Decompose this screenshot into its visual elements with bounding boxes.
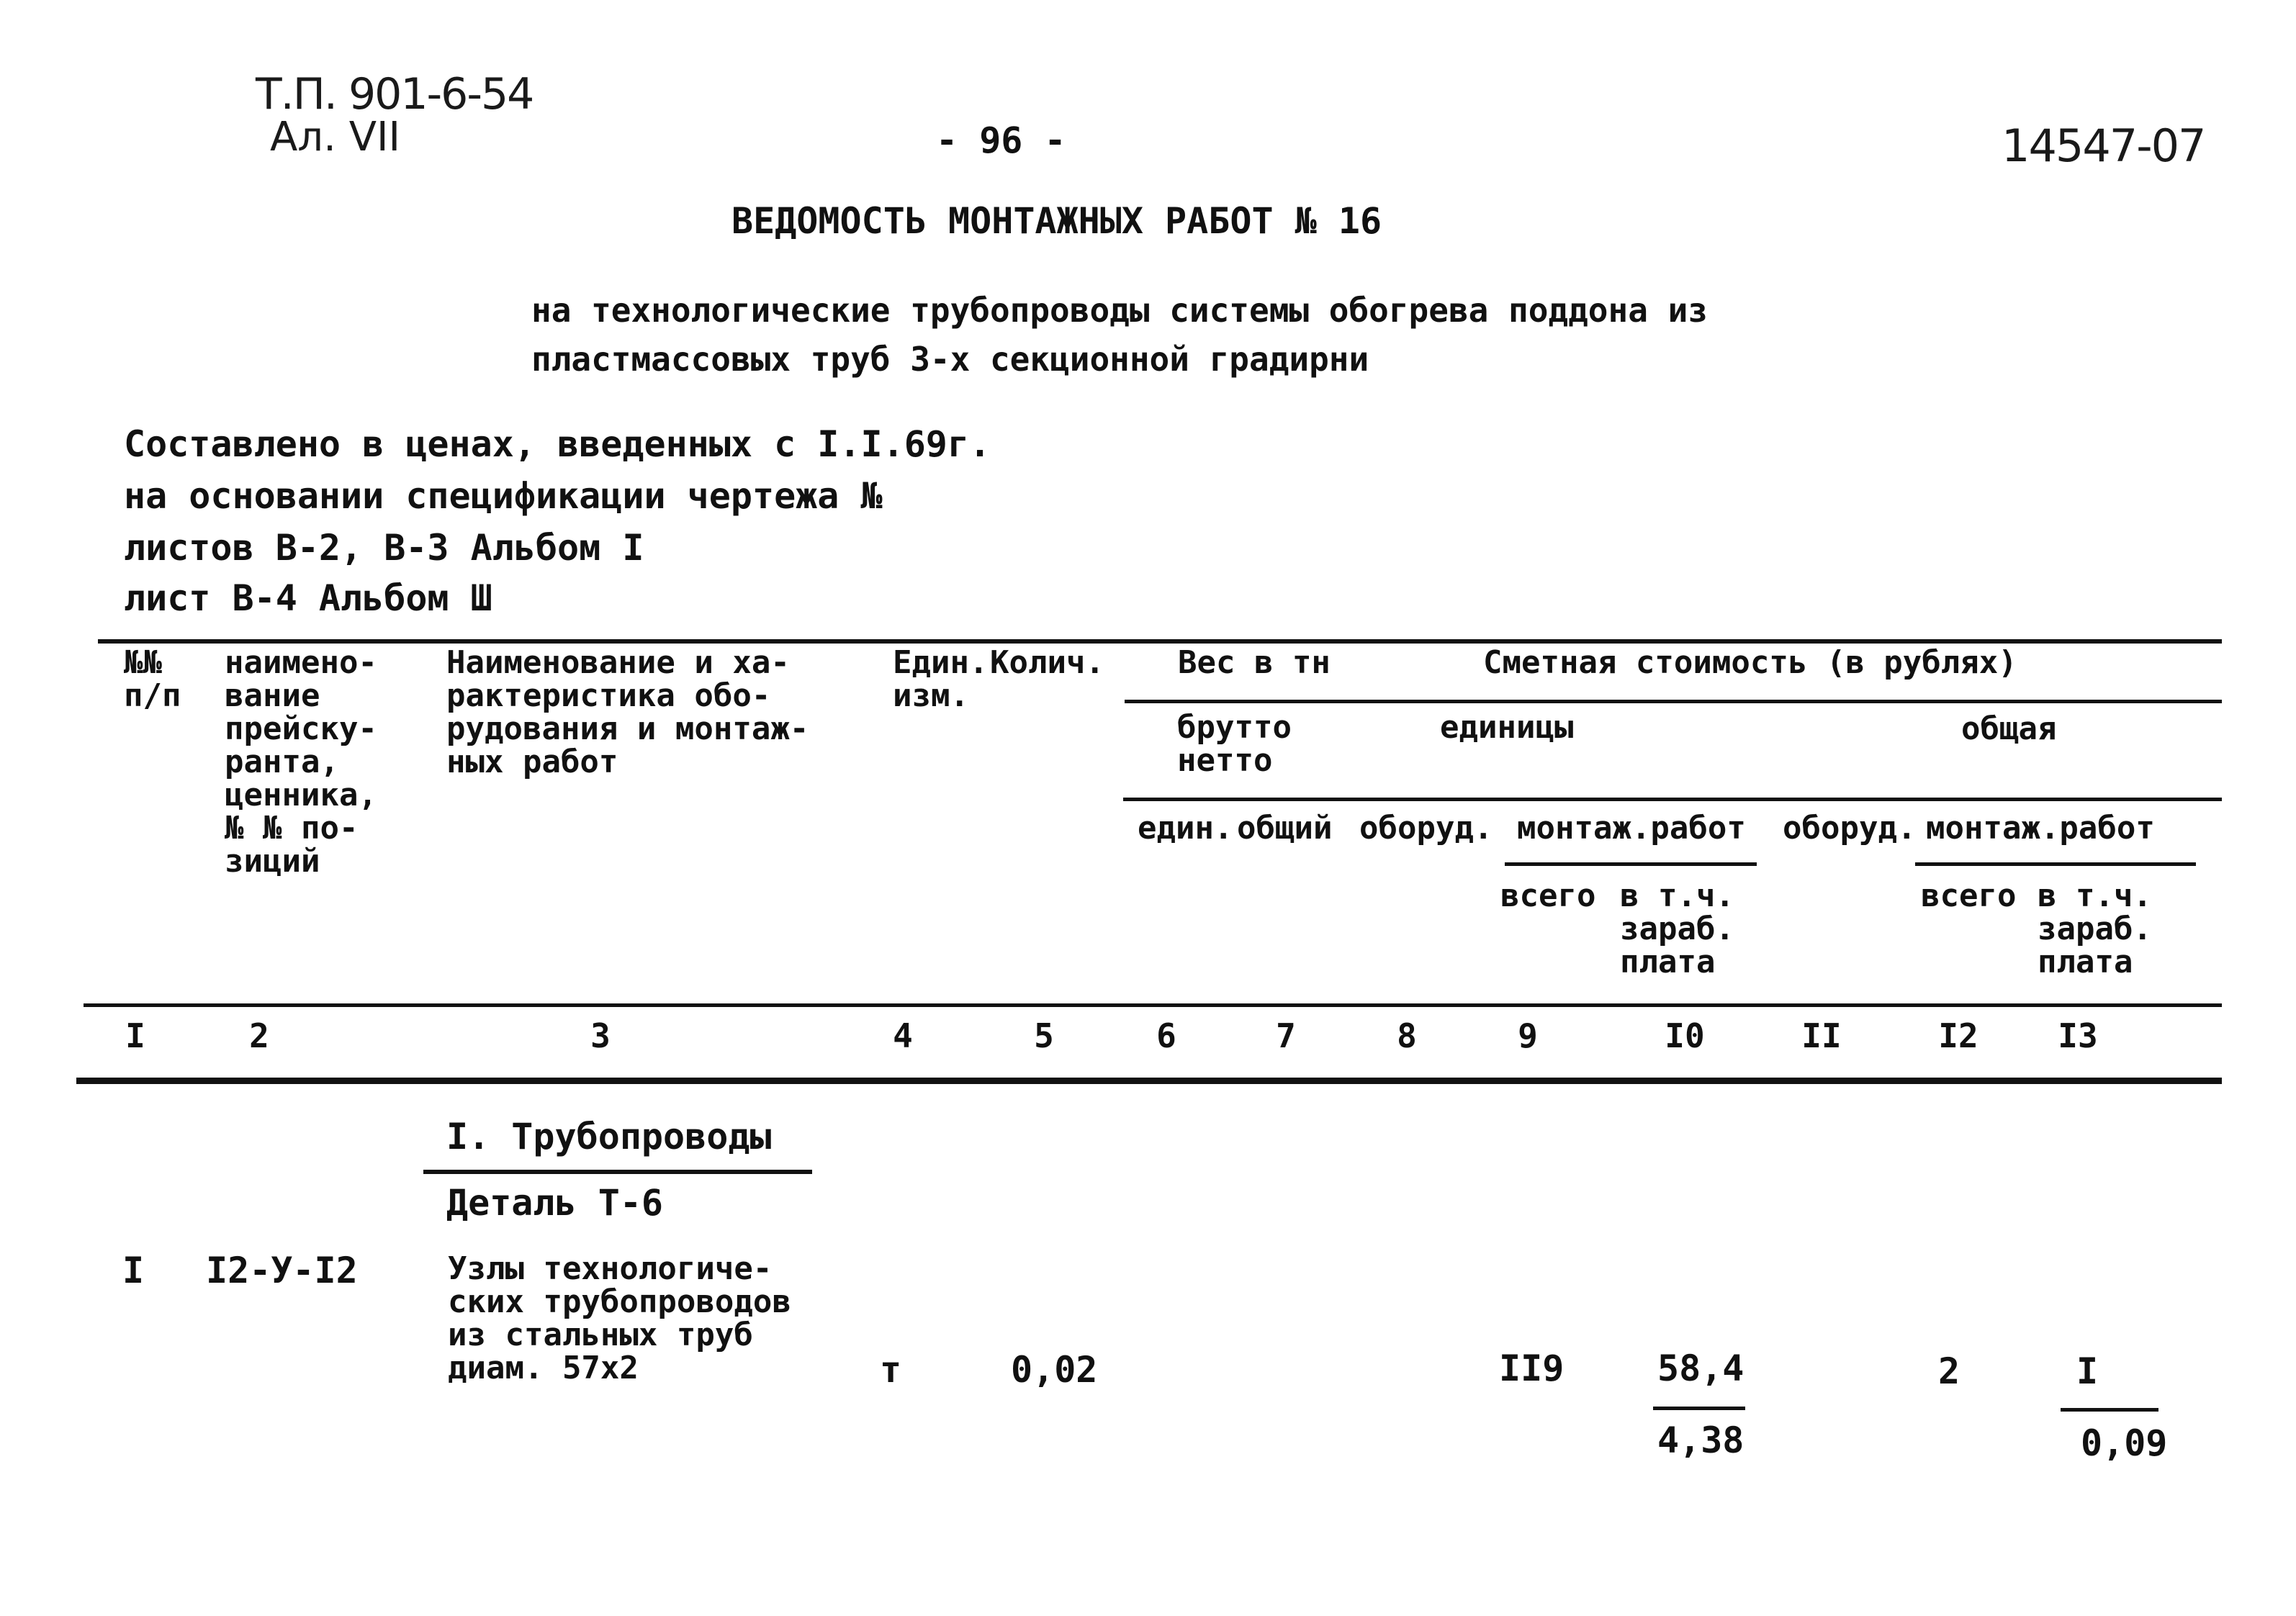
column-number: I0 xyxy=(1665,1016,1705,1055)
header-total-total: всего xyxy=(1921,877,2017,914)
column-number: II xyxy=(1801,1016,1842,1055)
detail-title: Деталь Т-6 xyxy=(446,1182,664,1224)
row-num: I xyxy=(122,1250,145,1291)
row-description: Узлы технологиче- ских трубопроводов из стальных труб диам. 57х2 xyxy=(448,1250,791,1386)
header-num: №№ п/п xyxy=(124,644,181,714)
header-cost: Сметная стоимость (в рублях) xyxy=(1483,644,2017,681)
header-qty: Колич. xyxy=(990,644,1104,681)
header-weight-unit: един. xyxy=(1138,810,1233,847)
column-number: 4 xyxy=(893,1016,913,1055)
column-number: 2 xyxy=(249,1016,269,1055)
subtitle-line-2: пластмассовых труб 3-х секционной градирни xyxy=(531,340,1369,379)
column-number: 6 xyxy=(1156,1016,1176,1055)
column-number: 9 xyxy=(1518,1016,1538,1055)
rule-header-bottom xyxy=(84,1003,2222,1007)
row-total-wage-bottom: 0,09 xyxy=(2081,1422,2168,1464)
header-price-ref: наимено- вание прейску- ранта, ценника, № № по- зиций xyxy=(225,644,377,880)
row-price-ref: I2-У-I2 xyxy=(206,1250,358,1291)
header-cost-total: общая xyxy=(1961,710,2057,747)
rule-unit-mount xyxy=(1505,862,1757,866)
stamp-album: Ал. VII xyxy=(270,114,401,161)
page-title: ВЕДОМОСТЬ МОНТАЖНЫХ РАБОТ № 16 xyxy=(731,200,1382,242)
subtitle-line-1: на технологические трубопроводы системы обогрева поддона из xyxy=(531,291,1708,330)
column-number: 7 xyxy=(1276,1016,1296,1055)
rule-numbers-bottom xyxy=(76,1078,2222,1084)
header-weight: Вес в тн xyxy=(1178,644,1331,681)
column-number: 8 xyxy=(1397,1016,1417,1055)
note-spec: на основании спецификации чертежа № xyxy=(124,475,883,517)
rule-cost-header xyxy=(1125,700,2222,703)
row-wage-fraction-line xyxy=(1653,1407,1745,1410)
header-weight-total: общий xyxy=(1237,810,1333,847)
header-unit-wage: в т.ч. зараб. плата xyxy=(1620,877,1734,980)
column-number: I xyxy=(125,1016,145,1055)
row-wage-bottom: 4,38 xyxy=(1657,1419,1744,1461)
row-mount-total: II9 xyxy=(1499,1348,1565,1389)
row-wage-top: 58,4 xyxy=(1657,1348,1744,1389)
column-number: I3 xyxy=(2058,1016,2098,1055)
stamp-project-code: Т.П. 901-6-54 xyxy=(256,69,534,119)
header-unit-total: всего xyxy=(1500,877,1596,914)
row-unit: т xyxy=(880,1349,902,1391)
row-total-wage-top: I xyxy=(2076,1350,2099,1392)
column-number: 3 xyxy=(590,1016,611,1055)
rule-subheader xyxy=(1123,798,2222,801)
section-title-underline xyxy=(423,1170,812,1174)
row-total-wage-fraction-line xyxy=(2061,1408,2158,1412)
row-total-mount: 2 xyxy=(1938,1350,1960,1392)
page-number: - 96 - xyxy=(936,119,1066,161)
rule-total-mount xyxy=(1915,862,2196,866)
column-number: I2 xyxy=(1938,1016,1978,1055)
header-cost-unit: единицы xyxy=(1440,709,1574,746)
header-equip-total: оборуд. xyxy=(1783,810,1917,847)
section-title: I. Трубопроводы xyxy=(446,1116,772,1157)
note-sheets: листов В-2, В-3 Альбом I xyxy=(124,527,644,569)
header-total-wage: в т.ч. зараб. плата xyxy=(2038,877,2152,980)
header-description: Наименование и ха- рактеристика обо- рудования и монтаж- ных работ xyxy=(446,644,809,780)
header-equip: оборуд. xyxy=(1359,810,1493,847)
header-mount: монтаж.работ xyxy=(1517,810,1746,847)
header-mount-total: монтаж.работ xyxy=(1926,810,2155,847)
note-sheet: лист В-4 Альбом Ш xyxy=(124,577,492,619)
doc-code: 14547-07 xyxy=(2002,119,2205,172)
header-unit: Един. изм. xyxy=(893,644,989,714)
note-prices: Составлено в ценах, введенных с I.I.69г. xyxy=(124,423,991,465)
header-weight-sub: брутто нетто xyxy=(1177,709,1292,779)
column-number: 5 xyxy=(1034,1016,1054,1055)
table-top-rule xyxy=(98,639,2222,644)
row-qty: 0,02 xyxy=(1011,1349,1098,1391)
